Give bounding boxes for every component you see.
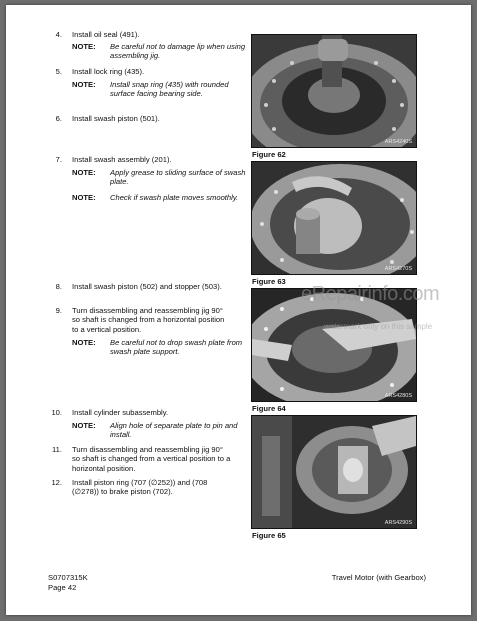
watermark-site: eRepairinfo.com (301, 283, 440, 305)
step-text: Install oil seal (491). (72, 30, 140, 39)
step-6 (48, 114, 238, 124)
footer-section: Travel Motor (with Gearbox) (331, 573, 426, 582)
step-9 (48, 306, 238, 336)
step-10 (48, 408, 238, 418)
watermark-notice: watermark only on this sample (324, 322, 433, 331)
note-2 (72, 80, 252, 110)
figure-62-photo (251, 34, 417, 148)
figure-63-caption: Figure 63 (252, 277, 286, 286)
note-label: NOTE: (72, 42, 96, 51)
figure-65-photo (251, 415, 417, 529)
doc-number: S0707315K (48, 573, 88, 582)
note-label: NOTE: (72, 421, 96, 430)
step-text: Install swash piston (501). (72, 114, 160, 123)
step-text: Install swash piston (502) and stopper (503). (72, 282, 222, 291)
step-number: 12. (51, 478, 62, 487)
step-text: Turn disassembling and reassembling jig 90° so shaft is changed from a horizontal position to a vertical position. (72, 306, 225, 334)
step-text: Install cylinder subassembly. (72, 408, 169, 417)
figure-65-caption: Figure 65 (252, 531, 286, 540)
note-text: Check if swash plate moves smoothly. (110, 193, 239, 202)
photo-tag: ARS4270S (384, 266, 412, 272)
step-number: 4. (55, 30, 62, 39)
photo-tag: ARS4240S (384, 139, 412, 145)
step-text: Install piston ring (707 (∅252)) and (708 (∅278)) to brake piston (702). (72, 478, 208, 497)
step-5 (48, 67, 238, 77)
step-number: 8. (55, 282, 62, 291)
footer-left (48, 573, 88, 593)
step-number: 6. (55, 114, 62, 123)
step-4 (48, 30, 238, 40)
note-text: Install snap ring (435) with rounded surface facing bearing side. (110, 80, 229, 99)
step-text: Install swash assembly (201). (72, 155, 172, 164)
step-text: Turn disassembling and reassembling jig 90° so shaft is changed from a vertical position to a horizontal position. (72, 445, 231, 473)
figure-64-caption: Figure 64 (252, 404, 286, 413)
manual-page (6, 5, 471, 615)
step-7 (48, 155, 238, 165)
note-5 (72, 338, 252, 358)
photo-tag: ARS4290S (384, 520, 412, 526)
note-text: Be careful not to drop swash plate from swash plate support. (110, 338, 243, 357)
note-text: Align hole of separate plate to pin and install. (110, 421, 238, 440)
motor-housing-image (252, 35, 416, 147)
swash-assembly-image (252, 162, 416, 274)
step-number: 7. (55, 155, 62, 164)
step-number: 10. (51, 408, 62, 417)
note-4 (72, 193, 252, 213)
note-label: NOTE: (72, 168, 96, 177)
note-1 (72, 42, 252, 62)
photo-tag: ARS4280S (384, 393, 412, 399)
cylinder-subassembly-image (252, 416, 416, 528)
page-number: Page 42 (48, 583, 77, 592)
figure-63-photo (251, 161, 417, 275)
step-11 (48, 445, 238, 475)
figure-62-caption: Figure 62 (252, 150, 286, 159)
note-3 (72, 168, 252, 188)
step-12 (48, 478, 238, 498)
step-number: 9. (55, 306, 62, 315)
note-text: Be careful not to damage lip when using assembling jig. (110, 42, 246, 61)
note-label: NOTE: (72, 80, 96, 89)
step-8 (48, 282, 238, 302)
note-6 (72, 421, 252, 441)
note-label: NOTE: (72, 193, 96, 202)
note-label: NOTE: (72, 338, 96, 347)
step-number: 11. (52, 445, 62, 454)
step-text: Install lock ring (435). (72, 67, 145, 76)
step-number: 5. (55, 67, 62, 76)
note-text: Apply grease to sliding surface of swash plate. (110, 168, 246, 187)
